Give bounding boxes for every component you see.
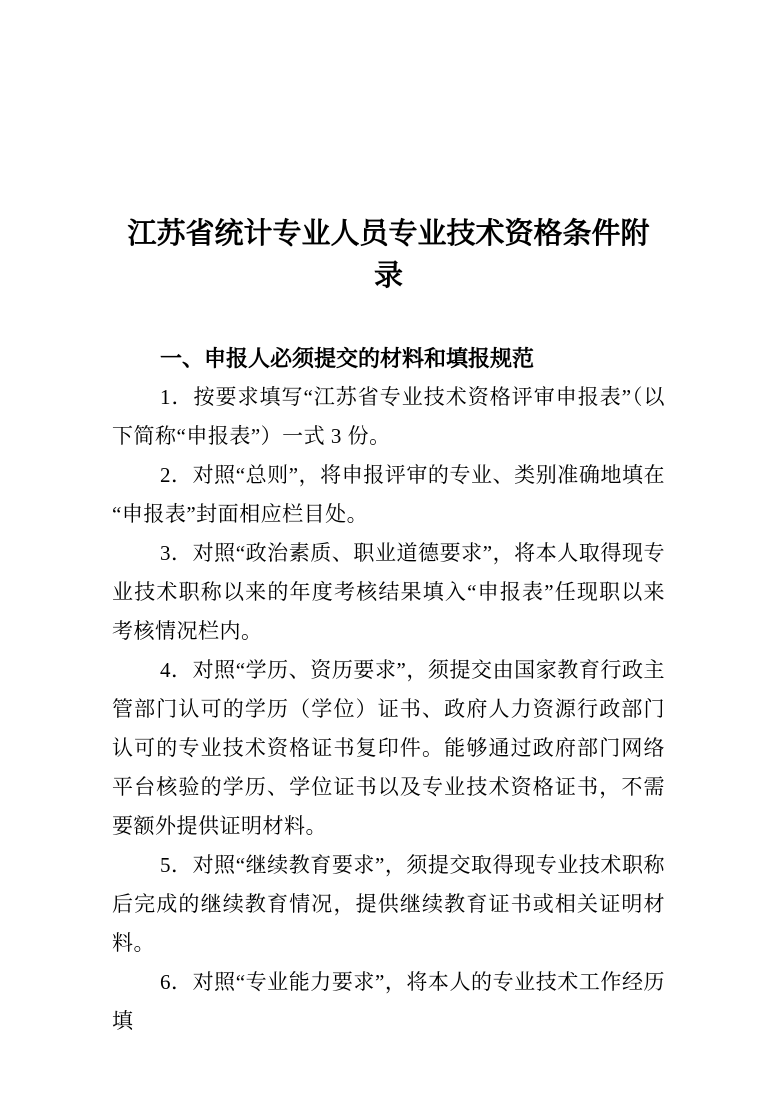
document-title: 江苏省统计专业人员专业技术资格条件附录 — [127, 218, 650, 292]
paragraph-2: 2．对照“总则”，将申报评审的专业、类别准确地填在“申报表”封面相应栏目处。 — [112, 463, 665, 526]
paragraph-3: 3．对照“政治素质、职业道德要求”，将本人取得现专业技术职称以来的年度考核结果填入“申报表”任现职以来考核情况栏内。 — [112, 541, 665, 643]
document-body — [112, 378, 665, 1041]
paragraph-4: 4．对照“学历、资历要求”，须提交由国家教育行政主管部门认可的学历（学位）证书、政府人力资源行政部门认可的专业技术资格证书复印件。能够通过政府部门网络平台核验的学历、学位证书以及专业技术资格证书，不需要额外提供证明材料。 — [112, 658, 665, 838]
section-heading: 一、申报人必须提交的材料和填报规范 — [160, 346, 535, 371]
paragraph-1: 1．按要求填写“江苏省专业技术资格评审申报表”（以下简称“申报表”）一式 3 份。 — [112, 385, 665, 448]
paragraph-6: 6．对照“专业能力要求”，将本人的专业技术工作经历填 — [112, 970, 665, 1033]
paragraph-5: 5．对照“继续教育要求”，须提交取得现专业技术职称后完成的继续教育情况，提供继续教育证书或相关证明材料。 — [112, 853, 665, 955]
